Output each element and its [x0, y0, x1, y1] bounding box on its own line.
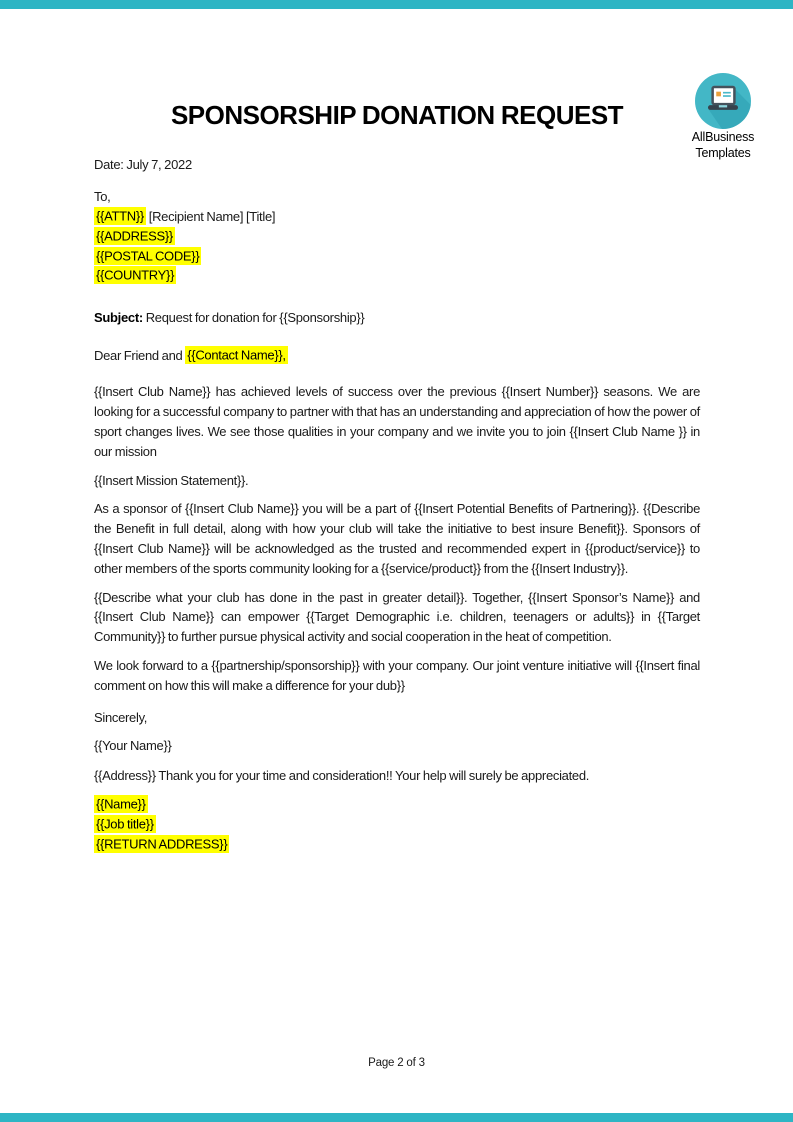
attn-line [94, 207, 700, 227]
greeting-prefix: Dear Friend and [94, 347, 186, 363]
address-line [94, 226, 700, 246]
subject-line [94, 308, 700, 328]
page-number: Page 2 of 3 [368, 1057, 425, 1069]
recipient-block [94, 187, 700, 286]
page-title: SPONSORSHIP DONATION REQUEST [170, 100, 624, 130]
country-placeholder: {{COUNTRY}} [96, 267, 175, 283]
paragraph-benefits: As a sponsor of {{Insert Club Name}} you will be a part of {{Insert Potential Benefits of Partnering}}. {{Describe the Benefit in full detail, along with how your club will take the initiative to best insure Benefit}}. Sponsors of {{Insert Club Name}} will be acknowledged as the trusted and recommended expert in {{product/service}} to other members of the sports community looking for a {{service/product}} from the {{Insert Industry}}. [94, 501, 700, 576]
to-line: To, [94, 188, 111, 204]
allbusiness-templates-logo [691, 73, 755, 160]
job-title-placeholder: {{Job title}} [96, 816, 154, 832]
postal-code-placeholder: {{POSTAL CODE}} [96, 248, 200, 264]
closing-line: Sincerely, [94, 709, 148, 725]
subject-text: Request for donation for {{Sponsorship}} [142, 309, 365, 325]
attn-placeholder: {{ATTN}} [96, 208, 144, 224]
bottom-accent-bar [0, 1113, 793, 1122]
attn-suffix: [Recipient Name] [Title] [145, 208, 276, 224]
logo-text-line1: AllBusiness [691, 130, 755, 144]
country-line [94, 266, 700, 286]
job-title-line [94, 815, 700, 835]
return-address-line [94, 835, 700, 855]
name-placeholder: {{Name}} [96, 796, 146, 812]
paragraph-mission: {{Insert Mission Statement}}. [94, 472, 249, 488]
thanks-line: {{Address}} Thank you for your time and consideration!! Your help will surely be appreciated. [94, 768, 590, 784]
your-name-line: {{Your Name}} [94, 738, 172, 754]
return-address-placeholder: {{RETURN ADDRESS}} [96, 836, 228, 852]
subject-label: Subject: [94, 309, 143, 325]
logo-text-line2: Templates [695, 145, 751, 160]
greeting-line [94, 346, 700, 366]
address-placeholder: {{ADDRESS}} [96, 228, 173, 244]
laptop-icon [691, 73, 755, 129]
date-line: Date: July 7, 2022 [94, 157, 192, 172]
paragraph-intro: {{Insert Club Name}} has achieved levels of success over the previous {{Insert Number}} seasons. We are looking for a successful company to partner with that has an understanding and appreciation of how the power of sport changes lives. We see those qualities in your company and we invite you to join {{Insert Club Name }} in our mission [94, 384, 700, 459]
postal-code-line [94, 246, 700, 266]
paragraph-lookforward: We look forward to a {{partnership/sponsorship}} with your company. Our joint venture initiative will {{Insert final comment on how this will make a difference for your dub}} [94, 657, 700, 693]
contact-name-placeholder: {{Contact Name}}, [187, 347, 286, 363]
letter-body [94, 0, 700, 854]
name-line [94, 795, 700, 815]
signature-block [94, 795, 700, 854]
paragraph-empower: {{Describe what your club has done in the past in greater detail}}. Together, {{Insert Sponsor’s Name}} and {{Insert Club Name}} can empower {{Target Demographic i.e. children, teenagers or adults}} in {{Target Community}} to further pursue physical activity and social cooperation in the heat of competition. [94, 589, 700, 645]
